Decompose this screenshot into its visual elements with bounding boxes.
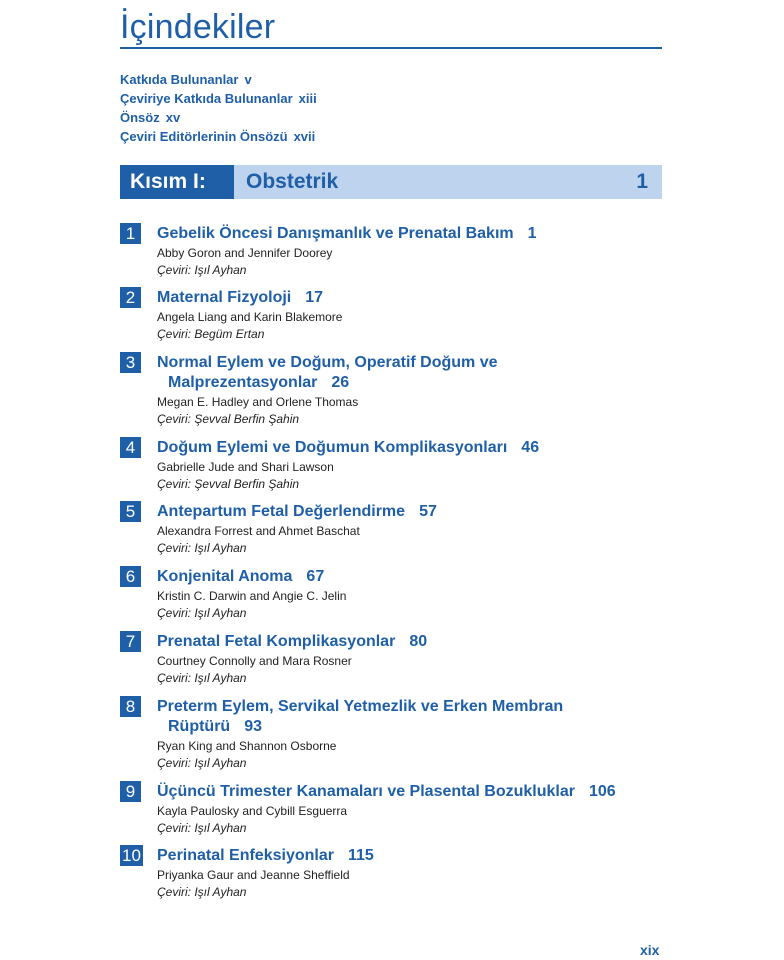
chapter-translator: Çeviri: Işıl Ayhan bbox=[157, 885, 247, 899]
chapter-entry[interactable] bbox=[120, 437, 662, 501]
part-header[interactable] bbox=[120, 165, 662, 199]
chapter-title[interactable] bbox=[157, 696, 662, 737]
chapter-translator: Çeviri: Işıl Ayhan bbox=[157, 606, 247, 620]
chapter-page: 46 bbox=[521, 439, 540, 456]
chapter-authors: Abby Goron and Jennifer Doorey bbox=[157, 246, 333, 260]
chapter-authors: Priyanka Gaur and Jeanne Sheffield bbox=[157, 868, 350, 882]
chapter-entry[interactable] bbox=[120, 501, 662, 566]
chapter-number: 3 bbox=[120, 352, 141, 373]
front-matter-page: xvii bbox=[293, 129, 316, 144]
front-matter-page: xiii bbox=[298, 91, 317, 106]
page-number: xix bbox=[640, 942, 660, 958]
chapter-entry[interactable] bbox=[120, 352, 662, 437]
chapter-authors: Alexandra Forrest and Ahmet Baschat bbox=[157, 524, 360, 538]
front-matter-item[interactable] bbox=[120, 127, 317, 146]
front-matter-page: v bbox=[244, 72, 252, 87]
chapter-page: 93 bbox=[244, 718, 262, 735]
front-matter-item[interactable] bbox=[120, 89, 317, 108]
chapter-authors: Megan E. Hadley and Orlene Thomas bbox=[157, 395, 359, 409]
front-matter-list bbox=[120, 70, 317, 146]
part-label: Kısım I: bbox=[120, 165, 234, 199]
chapter-title-line: Preterm Eylem, Servikal Yetmezlik ve Erken Membran bbox=[157, 698, 564, 715]
chapter-translator: Çeviri: Işıl Ayhan bbox=[157, 541, 247, 555]
chapter-page: 17 bbox=[305, 289, 324, 306]
chapter-entry[interactable] bbox=[120, 696, 662, 781]
chapter-title[interactable] bbox=[157, 781, 662, 802]
chapter-authors: Ryan King and Shannon Osborne bbox=[157, 739, 337, 753]
chapter-authors: Courtney Connolly and Mara Rosner bbox=[157, 654, 352, 668]
chapter-title[interactable] bbox=[157, 223, 662, 244]
chapter-title[interactable] bbox=[157, 501, 662, 522]
chapter-entry[interactable] bbox=[120, 287, 662, 352]
chapter-translator: Çeviri: Şevval Berfin Şahin bbox=[157, 412, 300, 426]
chapter-title-line: Rüptürü bbox=[168, 718, 231, 735]
chapter-authors: Angela Liang and Karin Blakemore bbox=[157, 310, 343, 324]
chapter-translator: Çeviri: Işıl Ayhan bbox=[157, 671, 247, 685]
chapter-entry[interactable] bbox=[120, 845, 662, 909]
chapter-authors: Gabrielle Jude and Shari Lawson bbox=[157, 460, 334, 474]
front-matter-item[interactable] bbox=[120, 108, 317, 127]
chapter-number: 4 bbox=[120, 437, 141, 458]
front-matter-item[interactable] bbox=[120, 70, 317, 89]
chapter-page: 106 bbox=[588, 783, 616, 800]
page-title: İçindekiler bbox=[120, 8, 276, 46]
chapter-title-line: Antepartum Fetal Değerlendirme bbox=[157, 503, 406, 520]
chapter-title-line: Üçüncü Trimester Kanamaları ve Plasental Bozukluklar bbox=[157, 783, 575, 800]
front-matter-label: Çeviri Editörlerinin Önsözü bbox=[120, 129, 288, 144]
chapter-entry[interactable] bbox=[120, 566, 662, 631]
chapter-title[interactable] bbox=[157, 437, 662, 458]
chapter-number: 9 bbox=[120, 781, 141, 802]
front-matter-page: xv bbox=[165, 110, 181, 125]
chapter-title-line: Normal Eylem ve Doğum, Operatif Doğum ve bbox=[157, 354, 498, 371]
front-matter-label: Çeviriye Katkıda Bulunanlar bbox=[120, 91, 293, 106]
chapter-title-line: Konjenital Anoma bbox=[157, 568, 293, 585]
chapter-number: 10 bbox=[122, 846, 141, 865]
chapter-page: 67 bbox=[306, 568, 325, 585]
chapter-number: 8 bbox=[120, 696, 141, 717]
chapter-title[interactable] bbox=[157, 631, 662, 652]
chapter-number: 2 bbox=[120, 287, 141, 308]
chapter-page: 80 bbox=[409, 633, 428, 650]
chapter-page: 26 bbox=[331, 374, 350, 391]
chapter-page: 115 bbox=[347, 847, 374, 864]
chapter-page: 1 bbox=[527, 225, 537, 242]
chapter-number: 5 bbox=[120, 501, 141, 522]
chapter-translator: Çeviri: Işıl Ayhan bbox=[157, 756, 247, 770]
chapter-number: 1 bbox=[120, 223, 141, 244]
chapter-entry[interactable] bbox=[120, 223, 662, 287]
chapter-title[interactable] bbox=[157, 287, 662, 308]
chapter-title[interactable] bbox=[157, 566, 662, 587]
chapter-translator: Çeviri: Işıl Ayhan bbox=[157, 263, 247, 277]
chapter-authors: Kayla Paulosky and Cybill Esguerra bbox=[157, 804, 348, 818]
chapter-page: 57 bbox=[419, 503, 437, 520]
chapter-list bbox=[120, 223, 662, 909]
chapter-title[interactable] bbox=[157, 845, 662, 866]
chapter-number: 6 bbox=[120, 566, 141, 587]
chapter-title-line: Gebelik Öncesi Danışmanlık ve Prenatal Bakım bbox=[157, 225, 514, 242]
front-matter-label: Katkıda Bulunanlar bbox=[120, 72, 239, 87]
chapter-title-line: Malprezentasyonlar bbox=[168, 374, 318, 391]
chapter-number: 7 bbox=[120, 631, 141, 652]
chapter-authors: Kristin C. Darwin and Angie C. Jelin bbox=[157, 589, 347, 603]
chapter-entry[interactable] bbox=[120, 631, 662, 696]
chapter-title-line: Doğum Eylemi ve Doğumun Komplikasyonları bbox=[157, 439, 508, 456]
chapter-title-line: Perinatal Enfeksiyonlar bbox=[157, 847, 334, 864]
title-divider bbox=[120, 47, 662, 49]
chapter-translator: Çeviri: Begüm Ertan bbox=[157, 327, 265, 341]
chapter-translator: Çeviri: Işıl Ayhan bbox=[157, 821, 247, 835]
chapter-title-line: Prenatal Fetal Komplikasyonlar bbox=[157, 633, 396, 650]
part-title: Obstetrik bbox=[246, 170, 339, 193]
front-matter-label: Önsöz bbox=[120, 110, 160, 125]
chapter-translator: Çeviri: Şevval Berfin Şahin bbox=[157, 477, 300, 491]
chapter-title-line: Maternal Fizyoloji bbox=[157, 289, 292, 306]
chapter-title[interactable] bbox=[157, 352, 662, 393]
chapter-entry[interactable] bbox=[120, 781, 662, 845]
part-page: 1 bbox=[636, 170, 648, 193]
